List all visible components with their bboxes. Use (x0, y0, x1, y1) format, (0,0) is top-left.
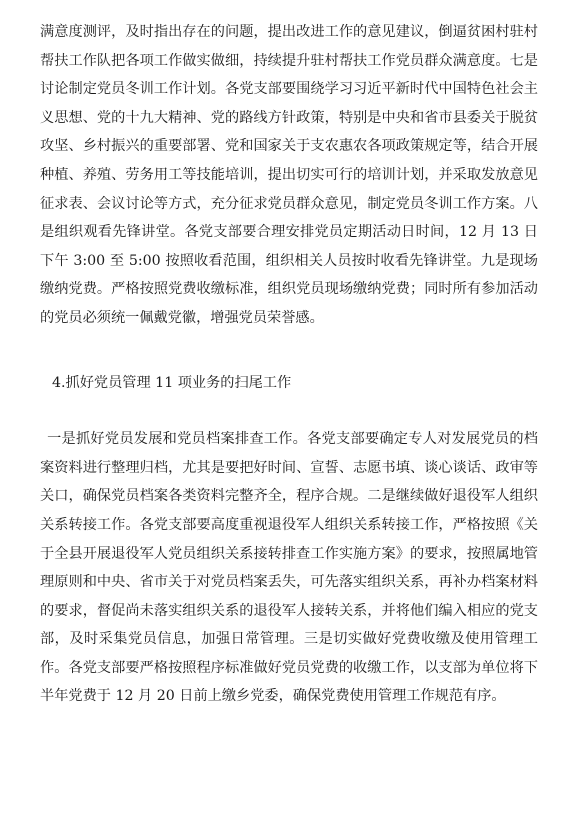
body-paragraph-1: 满意度测评，及时指出存在的问题，提出改进工作的意见建议，倒逼贫困村驻村帮扶工作队把各项工作做实做细，持续提升驻村帮扶工作党员群众满意度。七是讨论制定党员冬训工作计划。各党支部要围绕学习习近平新时代中国特色社会主义思想、党的十九大精神、党的路线方针政策，特别是中央和省市县委关于脱贫攻坚、乡村振兴的重要部署、党和国家关于支农惠农各项政策规定等，结合开展种植、养殖、劳务用工等技能培训，提出切实可行的培训计划，并采取发放意见征求表、会议讨论等方式，充分征求党员群众意见，制定党员冬训工作方案。八是组织观看先锋讲堂。各党支部要合理安排党员定期活动日时间，12 月 13 日下午 3:00 至 5:00 按照收看范围，组织相关人员按时收看先锋讲堂。九是现场缴纳党费。严格按照党费收缴标准，组织党员现场缴纳党费；同时所有参加活动的党员必须统一佩戴党徽，增强党员荣誉感。 (40, 24, 538, 326)
body-paragraph-2: 一是抓好党员发展和党员档案排查工作。各党支部要确定专人对发展党员的档案资料进行整理归档，尤其是要把好时间、宣誓、志愿书填、谈心谈话、政审等关口，确保党员档案各类资料完整齐全，程序合规。二是继续做好退役军人组织关系转接工作。各党支部要高度重视退役军人组织关系转接工作，严格按照《关于全县开展退役军人党员组织关系接转排查工作实施方案》的要求，按照属地管理原则和中央、省市关于对党员档案丢失，可先落实组织关系，再补办档案材料的要求，督促尚未落实组织关系的退役军人接转关系，并将他们编入相应的党支部，及时采集党员信息，加强日常管理。三是切实做好党费收缴及使用管理工作。各党支部要严格按照程序标准做好党员党费的收缴工作，以支部为单位将下半年党费于 12 月 20 日前上缴乡党委，确保党费使用管理工作规范有序。 (40, 431, 538, 705)
section-heading: 4.抓好党员管理 11 项业务的扫尾工作 (52, 374, 292, 391)
